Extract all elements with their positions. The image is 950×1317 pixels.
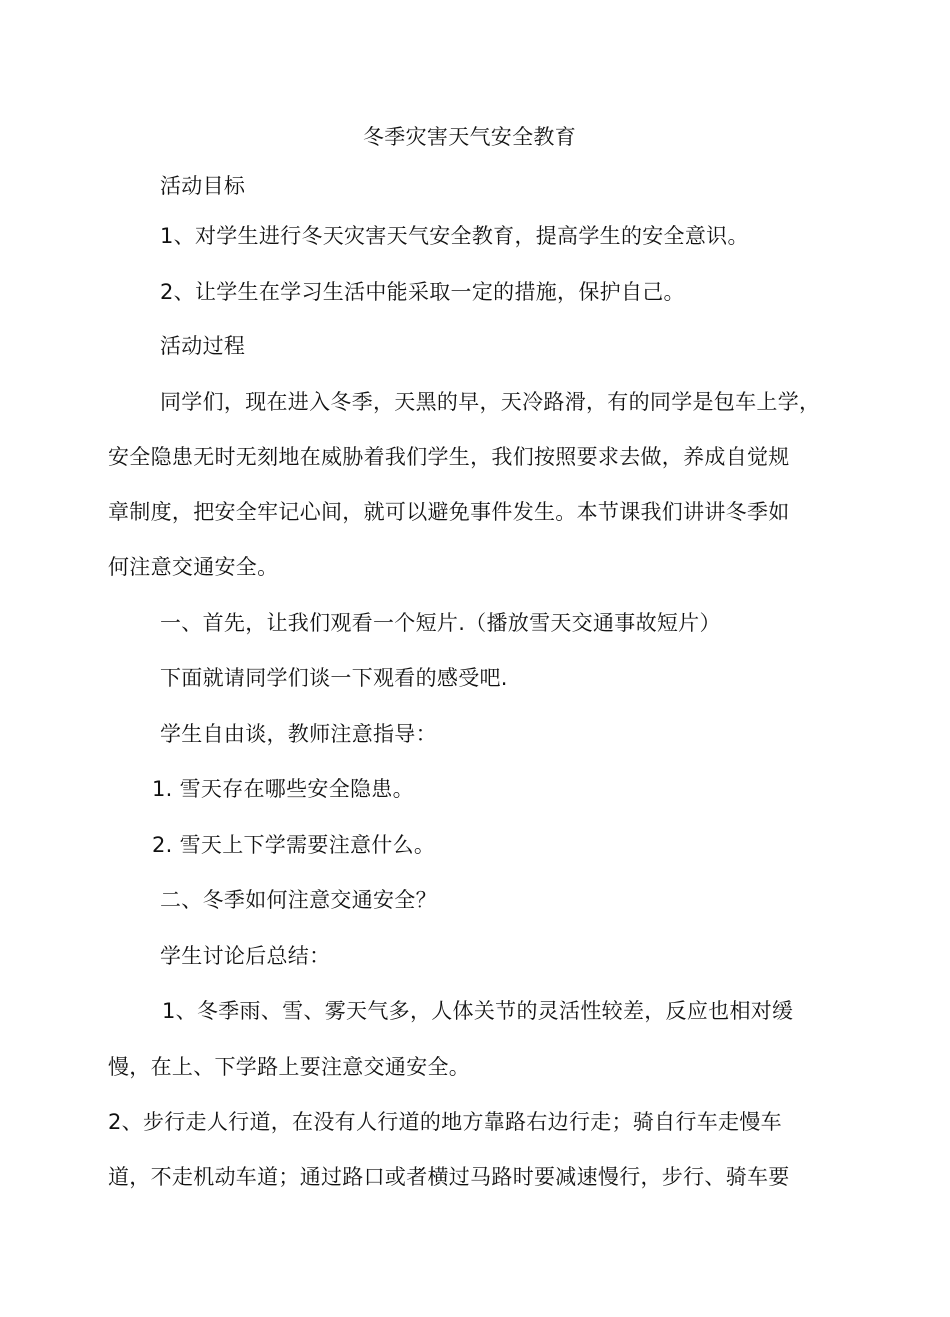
objective-2: 2、让学生在学习生活中能采取一定的措施，保护自己。 [160, 280, 685, 304]
step-1: 一、首先，让我们观看一个短片.（播放雪天交通事故短片） [160, 611, 721, 635]
intro-line: 同学们，现在进入冬季，天黑的早，天冷路滑，有的同学是包车上学， [160, 390, 821, 414]
discussion-prompt: 学生自由谈，教师注意指导： [160, 722, 437, 746]
point-2-line: 道，不走机动车道；通过路口或者横过马路时要减速慢行，步行、骑车要 [108, 1165, 790, 1189]
intro-line: 安全隐患无时无刻地在威胁着我们学生，我们按照要求去做，养成自觉规 [108, 445, 790, 469]
document-title: 冬季灾害天气安全教育 [363, 125, 576, 149]
intro-line: 何注意交通安全。 [108, 555, 279, 579]
question-1: 1. 雪天存在哪些安全隐患。 [152, 777, 414, 801]
question-2: 2. 雪天上下学需要注意什么。 [152, 833, 436, 857]
objective-1: 1、对学生进行冬天灾害天气安全教育，提高学生的安全意识。 [160, 224, 749, 248]
point-1-line: 1、冬季雨、雪、雾天气多，人体关节的灵活性较差，反应也相对缓 [162, 999, 794, 1023]
intro-line: 章制度，把安全牢记心间，就可以避免事件发生。本节课我们讲讲冬季如 [108, 500, 790, 524]
point-2-line: 2、步行走人行道，在没有人行道的地方靠路右边行走；骑自行车走慢车 [108, 1110, 782, 1134]
process-heading: 活动过程 [160, 334, 246, 358]
objectives-heading: 活动目标 [160, 174, 246, 198]
step-2: 二、冬季如何注意交通安全？ [160, 888, 437, 912]
point-1-line: 慢，在上、下学路上要注意交通安全。 [108, 1055, 471, 1079]
summary-prompt: 学生讨论后总结： [160, 944, 331, 968]
step-1-followup: 下面就请同学们谈一下观看的感受吧. [160, 666, 508, 690]
